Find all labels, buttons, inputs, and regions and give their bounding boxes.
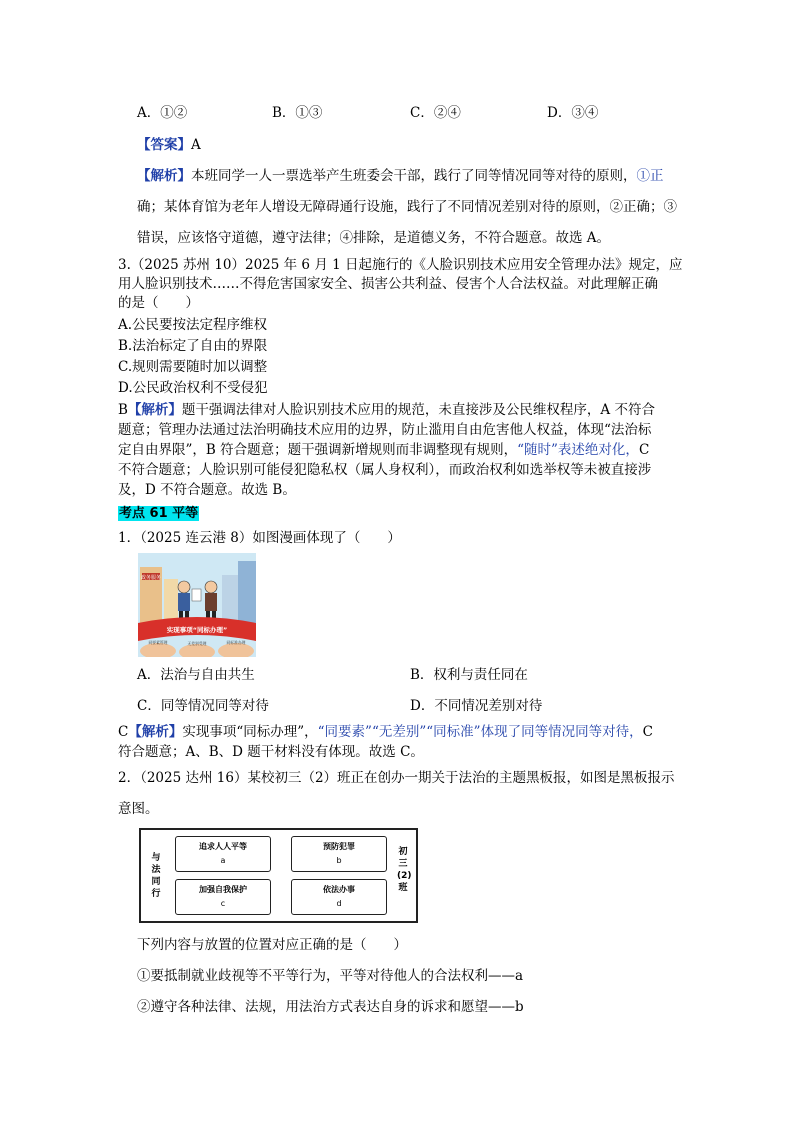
- q1-option-b: B．权利与责任同在: [410, 667, 528, 683]
- q1-analysis-2: 符合题意；A、B、D 题干材料没有体现。故选 C。: [118, 744, 424, 760]
- q1-analysis-1: C【解析】实现事项“同标办理”，“同要素”“无差别”“同标准”体现了同等情况同等对待，C: [118, 724, 653, 740]
- q2-stem-1: 2．（2025 达州 16）某校初三（2）班正在创办一期关于法治的主题黑板报，如图是黑板报示: [118, 770, 675, 786]
- analysis-label: 【解析】: [137, 168, 191, 184]
- board-right-title: 初三(2)班: [397, 847, 412, 893]
- q3-analysis-4: 不符合题意；人脸识别可能侵犯隐私权（属人身权利），而政治权利如选举权等未被直接涉: [118, 462, 652, 478]
- svg-text:政务服务: 政务服务: [140, 575, 162, 581]
- option-b: B．①③: [272, 105, 323, 121]
- q2-item-1: ①要抵制就业歧视等不平等行为，平等对待他人的合法权利——a: [137, 968, 524, 984]
- answer-line: [137, 136, 201, 154]
- blackboard-diagram: [139, 828, 418, 923]
- q1-stem: 1．（2025 连云港 8）如图漫画体现了（ ）: [118, 530, 401, 546]
- answer-value: A: [191, 137, 201, 153]
- q3-analysis-2: 题意；管理办法通过法治明确技术应用的边界，防止滥用自由危害他人权益，体现“法治标: [118, 422, 652, 438]
- analysis-line-2: 确；某体育馆为老年人增设无障碍通行设施，践行了不同情况差别对待的原则，②正确；③: [137, 199, 677, 215]
- answer-label: 【答案】: [137, 137, 191, 153]
- option-d: D．③④: [547, 105, 599, 121]
- q3-option-d: D.公民政治权利不受侵犯: [118, 380, 268, 396]
- q3-stem-2: 用人脸识别技术……不得危害国家安全、损害公共利益、侵害个人合法权益。对此理解正确: [118, 276, 658, 292]
- q2-item-2: ②遵守各种法律、法规，用法治方式表达自身的诉求和愿望——b: [137, 999, 524, 1015]
- board-left-title: 与法同行: [151, 853, 161, 899]
- analysis-line-3: 错误，应该恪守道德，遵守法律；④排除，是道德义务，不符合题意。故选 A。: [137, 230, 611, 246]
- q2-prompt: 下列内容与放置的位置对应正确的是（ ）: [137, 937, 407, 953]
- svg-text:实现事项“同标办理”: 实现事项“同标办理”: [166, 626, 228, 634]
- section-heading: 考点 61 平等: [119, 506, 199, 521]
- board-box-d: 依法办事 d: [291, 879, 387, 915]
- q3-stem-3: 的是（ ）: [118, 295, 199, 311]
- q3-analysis-1: B【解析】题干强调法律对人脸识别技术应用的规范，未直接涉及公民维权程序，A 不符合: [118, 402, 655, 418]
- comic-drawing: [138, 553, 256, 657]
- option-c: C．②④: [410, 105, 461, 121]
- q1-option-d: D．不同情况差别对待: [410, 698, 543, 714]
- board-box-c: 加强自我保护 c: [175, 879, 271, 915]
- comic-illustration: [138, 553, 256, 657]
- q3-analysis-3: 定自由界限”，B 符合题意；题干强调新增规则而非调整现有规则，“随时”表述绝对化，C: [118, 442, 650, 458]
- svg-text:同要素管理: 同要素管理: [148, 640, 168, 645]
- board-box-a: 追求人人平等 a: [175, 836, 271, 872]
- q1-option-a: A．法治与自由共生: [137, 667, 255, 683]
- q3-option-c: C.规则需要随时加以调整: [118, 359, 268, 375]
- board-box-b: 预防犯罪 b: [291, 836, 387, 872]
- q3-stem-1: 3.（2025 苏州 10）2025 年 6 月 1 日起施行的《人脸识别技术应用安全管理办法》规定，应: [118, 257, 683, 273]
- option-a: A．①②: [137, 105, 188, 121]
- q3-option-a: A.公民要按法定程序维权: [118, 317, 268, 333]
- q2-stem-2: 意图。: [118, 801, 159, 817]
- q1-option-c: C．同等情况同等对待: [137, 698, 269, 714]
- svg-text:同标准办理: 同标准办理: [226, 640, 246, 645]
- q3-option-b: B.法治标定了自由的界限: [118, 338, 268, 354]
- analysis-line-1: 【解析】本班同学一人一票选举产生班委会干部，践行了同等情况同等对待的原则，①正: [137, 168, 664, 184]
- svg-text:无差别受理: 无差别受理: [187, 641, 207, 646]
- q3-analysis-5: 及，D 不符合题意。故选 B。: [118, 482, 296, 498]
